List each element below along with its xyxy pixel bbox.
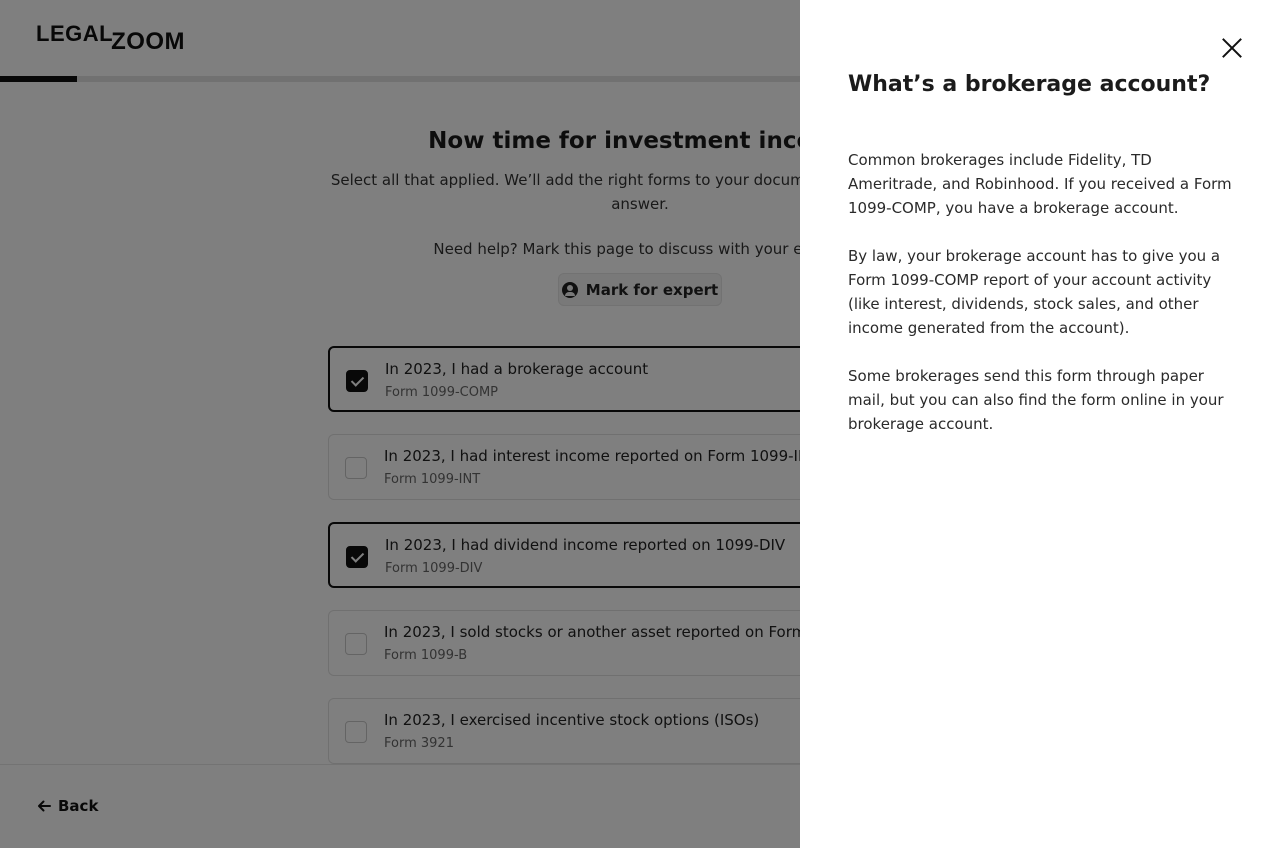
info-side-panel (800, 0, 1280, 848)
panel-paragraph: Some brokerages send this form through paper mail, but you can also find the form online in your brokerage account. (848, 367, 1224, 433)
panel-paragraph: Common brokerages include Fidelity, TD Ameritrade, and Robinhood. If you received a Form 1099-COMP, you have a brokerage account. (848, 151, 1232, 217)
close-icon[interactable] (1220, 36, 1244, 60)
panel-paragraph: By law, your brokerage account has to give you a Form 1099-COMP report of your account activity (like interest, dividends, stock sales, and other income generated from the account). (848, 247, 1221, 337)
panel-body (848, 148, 1240, 460)
panel-title: What’s a brokerage account? (848, 72, 1211, 97)
